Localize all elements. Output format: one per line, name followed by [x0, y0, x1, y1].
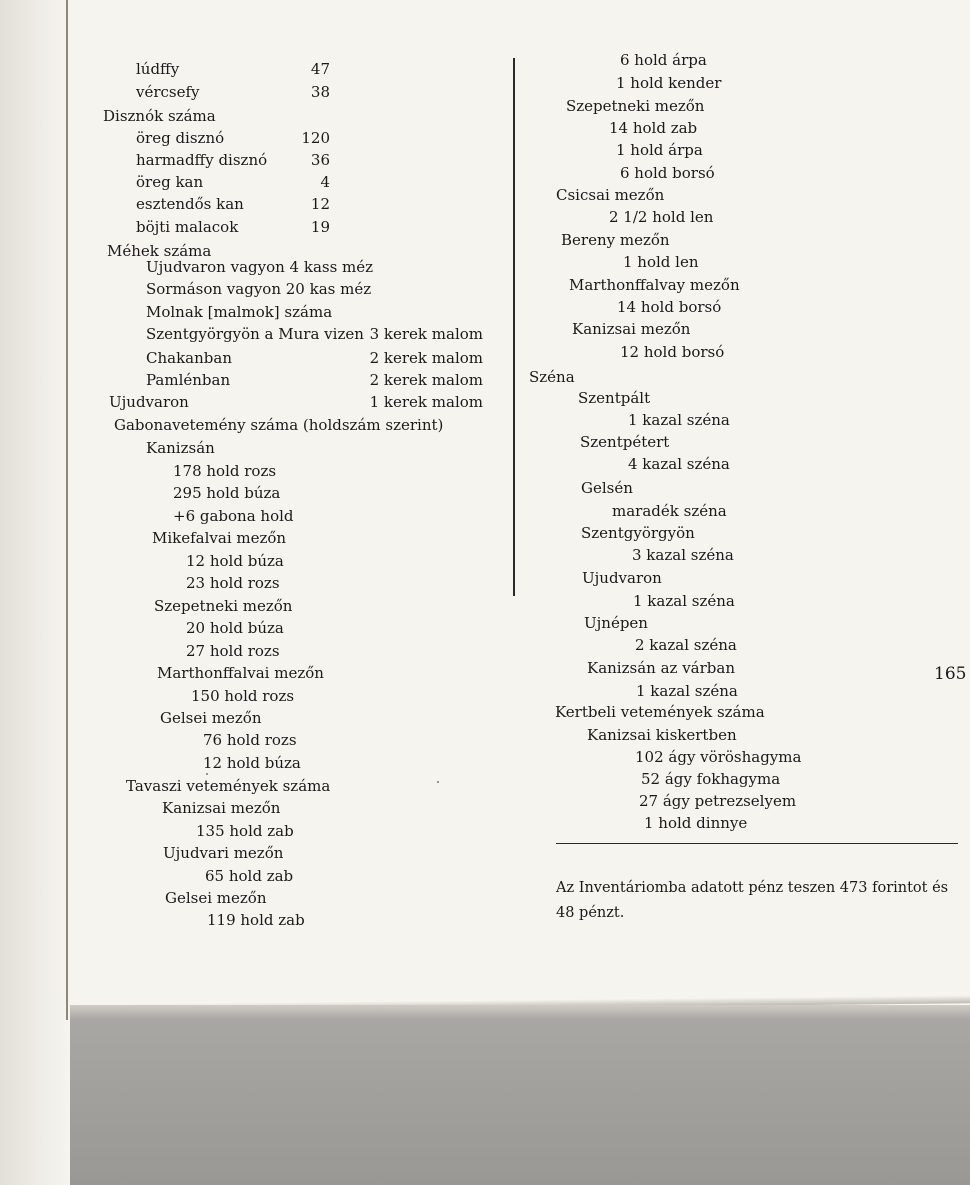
- left-line: 135 hold zab: [196, 822, 294, 840]
- paper-speck: [437, 781, 439, 783]
- left-line: 65 hold zab: [205, 867, 294, 885]
- paper-speck: [206, 773, 208, 775]
- right-line: 3 kazal széna: [632, 546, 734, 564]
- left-line: Ujudvaron vagyon 4 kass méz: [146, 258, 374, 276]
- left-line: Kanizsai mezőn: [162, 799, 281, 817]
- left-value: 120: [301, 129, 330, 147]
- left-line: Szentgyörgyön a Mura vizen: [146, 325, 364, 343]
- left-line: Gabonavetemény száma (holdszám szerint): [114, 416, 444, 434]
- left-line: esztendős kan: [136, 195, 244, 213]
- left-line: Chakanban: [146, 349, 232, 367]
- left-line: öreg disznó: [136, 129, 225, 147]
- left-line: 119 hold zab: [207, 911, 305, 929]
- left-line: 12 hold búza: [203, 754, 301, 772]
- left-value: 19: [310, 218, 330, 236]
- left-line: öreg kan: [136, 173, 204, 191]
- left-value: 2 kerek malom: [369, 349, 483, 367]
- left-line: Kanizsán: [146, 439, 215, 457]
- right-line: 6 hold borsó: [620, 164, 715, 182]
- left-line: +6 gabona hold: [173, 507, 294, 525]
- right-line: Marthonffalvay mezőn: [569, 276, 740, 294]
- right-line: 1 hold árpa: [616, 141, 703, 159]
- right-line: 1 kazal széna: [633, 592, 735, 610]
- right-line: 1 kazal széna: [628, 411, 730, 429]
- left-line: böjti malacok: [136, 218, 239, 236]
- right-line: Szentgyörgyön: [581, 524, 695, 542]
- left-line: Gelsei mezőn: [165, 889, 267, 907]
- footnote: Az Inventáriomba adatott pénz teszen 473 forintot és 48 pénzt.: [556, 880, 949, 921]
- left-line: Szepetneki mezőn: [154, 597, 293, 615]
- right-line: Bereny mezőn: [561, 231, 670, 249]
- left-line: 76 hold rozs: [203, 731, 297, 749]
- right-line: Ujudvaron: [582, 569, 662, 587]
- left-line: 178 hold rozs: [173, 462, 277, 480]
- left-line: Pamlénban: [146, 371, 231, 389]
- page-gutter-shade: [0, 0, 70, 1185]
- left-line: Gelsei mezőn: [160, 709, 262, 727]
- right-line: 4 kazal széna: [628, 455, 730, 473]
- left-line: Marthonffalvai mezőn: [157, 664, 324, 682]
- left-line: 295 hold búza: [173, 484, 281, 502]
- left-value: 1 kerek malom: [369, 393, 483, 411]
- right-line: 1 hold len: [623, 253, 699, 271]
- left-line: Molnak [malmok] száma: [146, 303, 333, 321]
- right-line: Csicsai mezőn: [556, 186, 665, 204]
- right-line: 6 hold árpa: [620, 51, 707, 69]
- right-line: Ujnépen: [584, 614, 648, 632]
- left-value: 4: [320, 173, 330, 191]
- left-line: Ujudvari mezőn: [163, 844, 284, 862]
- right-line: 2 kazal széna: [635, 636, 737, 654]
- left-value: 47: [310, 60, 330, 78]
- left-line: 27 hold rozs: [186, 642, 280, 660]
- left-value: 2 kerek malom: [369, 371, 483, 389]
- left-value: 38: [310, 83, 330, 101]
- page-edge-line: [66, 0, 68, 1020]
- right-line: Kanizsai mezőn: [572, 320, 691, 338]
- right-line: 1 hold kender: [616, 74, 722, 92]
- background-surface: [70, 1005, 970, 1185]
- left-line: lúdffy: [136, 60, 180, 78]
- right-line: 1 hold dinnye: [644, 814, 748, 832]
- right-line: maradék széna: [612, 502, 727, 520]
- right-line: 14 hold borsó: [617, 298, 722, 316]
- right-line: 12 hold borsó: [620, 343, 725, 361]
- right-line: 14 hold zab: [609, 119, 698, 137]
- left-value: 36: [310, 151, 330, 169]
- left-value: 12: [310, 195, 330, 213]
- footnote-rule: [556, 843, 958, 844]
- left-line: Méhek száma: [107, 242, 212, 260]
- right-line: Kanizsai kiskertben: [587, 726, 737, 744]
- left-line: 20 hold búza: [186, 619, 284, 637]
- right-line: Szentpétert: [580, 433, 670, 451]
- left-line: Disznók száma: [103, 107, 216, 125]
- left-line: 23 hold rozs: [186, 574, 280, 592]
- left-value: 3 kerek malom: [369, 325, 483, 343]
- left-line: Tavaszi vetemények száma: [126, 777, 331, 795]
- left-line: 12 hold búza: [186, 552, 284, 570]
- left-line: harmadffy disznó: [136, 151, 268, 169]
- right-line: 52 ágy fokhagyma: [641, 770, 781, 788]
- right-line: Széna: [529, 368, 575, 386]
- right-line: Szepetneki mezőn: [566, 97, 705, 115]
- right-line: 102 ágy vöröshagyma: [635, 748, 802, 766]
- column-divider: [513, 58, 515, 596]
- left-line: vércsefy: [136, 83, 200, 101]
- left-line: Mikefalvai mezőn: [152, 529, 287, 547]
- right-line: Gelsén: [581, 479, 633, 497]
- right-line: 2 1/2 hold len: [609, 208, 714, 226]
- left-line: 150 hold rozs: [191, 687, 295, 705]
- right-line: 27 ágy petrezselyem: [639, 792, 797, 810]
- right-line: Szentpált: [578, 389, 651, 407]
- page-number: 165: [934, 664, 967, 684]
- right-line: Kanizsán az várban: [587, 659, 735, 677]
- left-line: Ujudvaron: [109, 393, 189, 411]
- right-line: Kertbeli vetemények száma: [555, 703, 765, 721]
- right-line: 1 kazal széna: [636, 682, 738, 700]
- left-line: Sormáson vagyon 20 kas méz: [146, 280, 372, 298]
